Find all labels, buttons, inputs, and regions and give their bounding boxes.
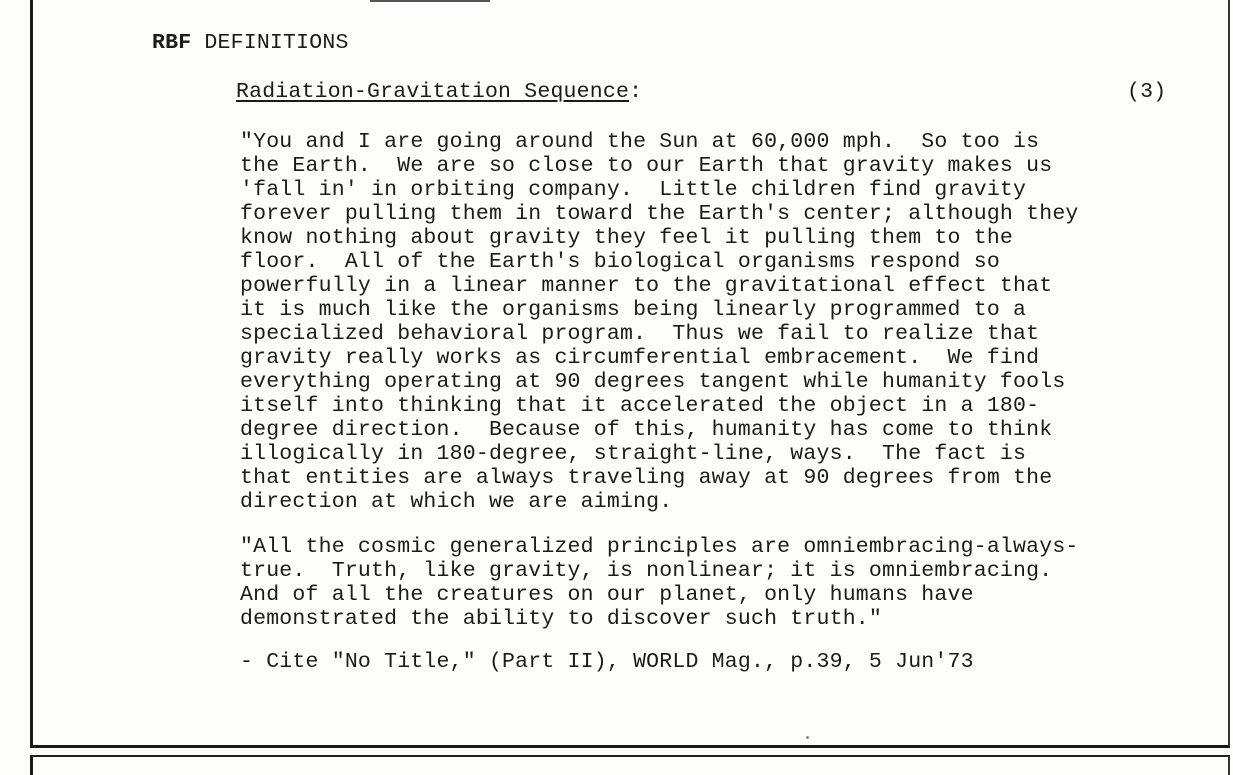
entry-title-punct: : [629,80,643,104]
text-line: And of all the creatures on our planet, only humans have [240,583,974,607]
text-line: illogically in 180-degree, straight-line, ways. The fact is [240,442,1027,466]
entry-title-text: Radiation-Gravitation Sequence [236,80,630,104]
next-card-edge [30,755,1230,775]
header-title: DEFINITIONS [204,31,349,55]
quote-paragraph-2 [240,535,1079,631]
text-line: know nothing about gravity they feel it pulling them to the [240,226,1014,250]
header-prefix: RBF [152,31,192,55]
paper-speck [806,736,809,739]
text-line: itself into thinking that it accelerated the object in a 180- [240,394,1040,418]
text-line: floor. All of the Earth's biological organisms respond so [240,250,1000,274]
card-header [152,31,349,55]
text-line: gravity really works as circumferential embracement. We find [240,346,1040,370]
text-line: demonstrated the ability to discover such truth." [240,607,883,631]
text-line: that entities are always traveling away at 90 degrees from the [240,466,1053,490]
text-line: degree direction. Because of this, humanity has come to think [240,418,1053,442]
text-line: it is much like the organisms being linearly programmed to a [240,298,1027,322]
text-line: 'fall in' in orbiting company. Little children find gravity [240,178,1027,202]
text-line: direction at which we are aiming. [240,490,673,514]
text-line: the Earth. We are so close to our Earth that gravity makes us [240,154,1053,178]
quote-paragraph-1 [240,130,1079,514]
text-line: "All the cosmic generalized principles are omniembracing-always- [240,535,1079,559]
text-line: forever pulling them in toward the Earth's center; although they [240,202,1079,226]
text-line: specialized behavioral program. Thus we fail to realize that [240,322,1040,346]
citation: - Cite "No Title," (Part II), WORLD Mag., p.39, 5 Jun'73 [240,650,974,674]
text-line: true. Truth, like gravity, is nonlinear; it is omniembracing. [240,559,1053,583]
text-line: everything operating at 90 degrees tangent while humanity fools [240,370,1066,394]
text-line: powerfully in a linear manner to the gravitational effect that [240,274,1053,298]
entry-title [236,80,642,104]
text-line: "You and I are going around the Sun at 60,000 mph. So too is [240,130,1040,154]
top-edge-line [370,0,490,2]
entry-number: (3) [1127,80,1167,104]
